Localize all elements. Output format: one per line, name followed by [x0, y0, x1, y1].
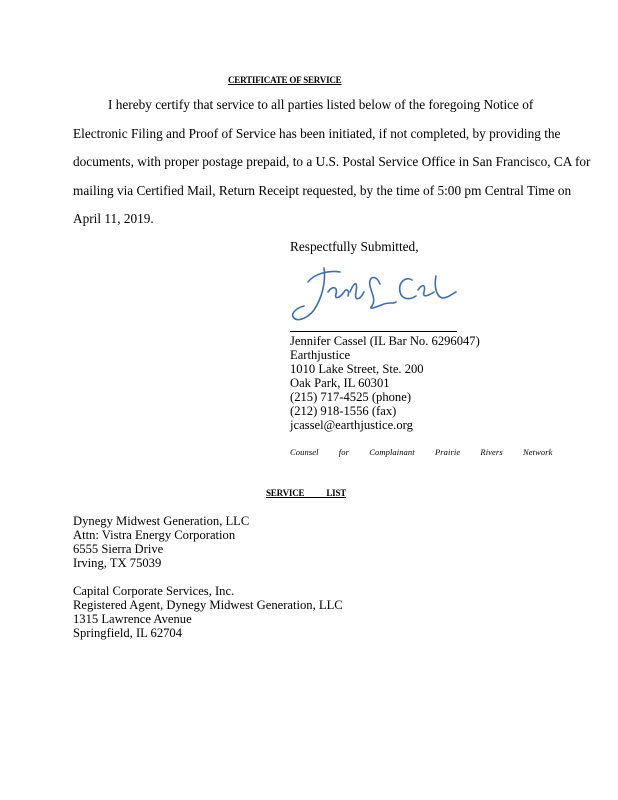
closing-text: Respectfully Submitted, [290, 239, 419, 254]
entry-line: Dynegy Midwest Generation, LLC [73, 514, 250, 528]
entry-line: 1315 Lawrence Avenue [73, 612, 192, 626]
service-list-heading [266, 488, 346, 498]
entry-line: Irving, TX 75039 [73, 556, 162, 570]
entry-line: Capital Corporate Services, Inc. [73, 584, 235, 598]
entry-line: Registered Agent, Dynegy Midwest Generation, LLC [73, 598, 343, 612]
signer-role: Counsel for Complainant Prairie Rivers Network [290, 447, 553, 457]
entry-line: Springfield, IL 62704 [73, 626, 183, 640]
signer-email: jcassel@earthjustice.org [290, 418, 413, 432]
signature-line [290, 331, 457, 332]
certificate-heading-text: CERTIFICATE OF SERVICE [228, 75, 342, 85]
signer-city: Oak Park, IL 60301 [290, 376, 390, 390]
entry-line: 6555 Sierra Drive [73, 542, 164, 556]
signer-street: 1010 Lake Street, Ste. 200 [290, 362, 424, 376]
paragraph-line-4: mailing via Certified Mail, Return Receipt requested, by the time of 5:00 pm Central Time on [73, 183, 572, 198]
paragraph-line-1: I hereby certify that service to all parties listed below of the foregoing Notice of [108, 97, 534, 112]
signer-organization: Earthjustice [290, 348, 351, 362]
certificate-heading [228, 75, 342, 85]
service-list-heading-text: SERVICE LIST [266, 488, 347, 498]
paragraph-line-2: Electronic Filing and Proof of Service has been initiated, if not completed, by providing the [73, 126, 561, 141]
signer-fax: (212) 918-1556 (fax) [290, 404, 397, 418]
signer-phone: (215) 717-4525 (phone) [290, 390, 412, 404]
entry-line: Attn: Vistra Energy Corporation [73, 528, 236, 542]
signature-image [284, 262, 464, 332]
signer-name: Jennifer Cassel (IL Bar No. 6296047) [290, 334, 480, 348]
paragraph-line-5: April 11, 2019. [73, 211, 154, 226]
paragraph-line-3: documents, with proper postage prepaid, to a U.S. Postal Service Office in San Francisco, CA for [73, 154, 591, 169]
